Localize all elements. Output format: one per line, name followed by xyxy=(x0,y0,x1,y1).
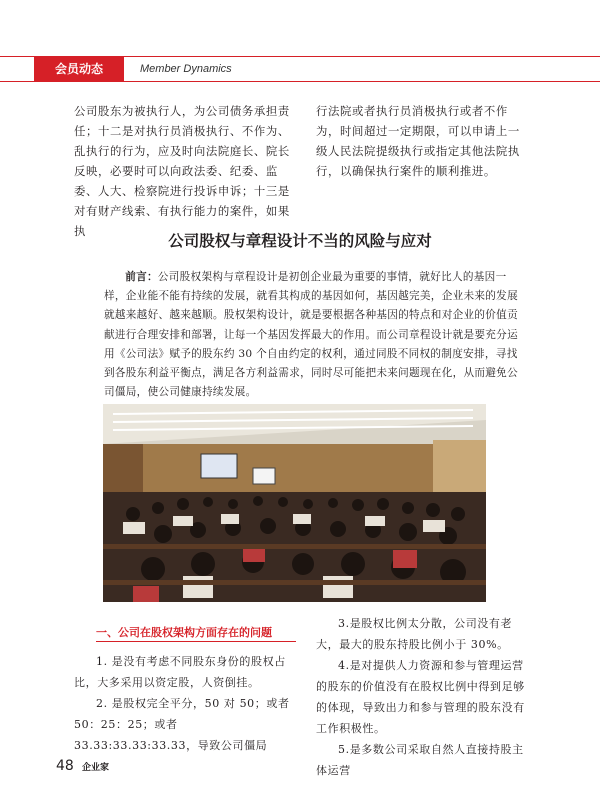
page-number: 48 xyxy=(56,758,74,774)
magazine-name: 企业家 xyxy=(81,763,109,773)
top-left-column xyxy=(74,101,296,241)
preface-text-block xyxy=(104,268,524,402)
seminar-photo-illustration xyxy=(103,404,486,602)
list-item: 2. 是股权完全平分，50 对 50；或者 50：25：25；或者 33.33:33.33:33.33，导致公司僵局 xyxy=(74,697,290,752)
section-header-bar xyxy=(0,56,600,82)
page-footer xyxy=(56,758,109,774)
section-tag: 会员动态 xyxy=(34,57,124,81)
preface-label: 前言： xyxy=(125,271,158,283)
top-right-column xyxy=(316,101,528,181)
preface-body: 公司股权架构与章程设计是初创企业最为重要的事情，就好比人的基因一样，企业能不能有持续的发展，就看其构成的基因如何，基因越完美，企业未来的发展就越来越好、越来越顺。股权架构设计，就是要根据各种基因的特点和对企业的价值贡献进行合理安排和部署，让每一个基因发挥最大的作用。而公司章程设计就是要充分运用《公司法》赋予的股东约 30 个自由约定的权利，通过同股不同权的制度安排，寻找到各股东利益平衡点，满足各方利益需求，同时尽可能把未来问题现在化，从而避免公司僵局，使公司健康持续发展。 xyxy=(104,271,518,399)
bottom-left-column xyxy=(74,651,302,756)
bottom-right-column xyxy=(316,613,528,781)
list-item: 4.是对提供人力资源和参与管理运营的股东的价值没有在股权比例中得到足够的体现，导致出力和参与管理的股东没有工作积极性。 xyxy=(316,659,525,735)
seminar-photo xyxy=(103,404,486,602)
list-item: 5.是多数公司采取自然人直接持股主体运营 xyxy=(316,743,524,777)
article-preface xyxy=(104,268,524,402)
list-item: 3.是股权比例太分散，公司没有老大，最大的股东持股比例小于 30%。 xyxy=(316,617,513,651)
section-heading-underline xyxy=(96,641,296,642)
section-title-english: Member Dynamics xyxy=(140,63,232,75)
article-title: 公司股权与章程设计不当的风险与应对 xyxy=(168,232,432,250)
continued-text-right: 行法院或者执行员消极执行或者不作为，时间超过一定期限，可以申请上一级人民法院提级执行或指定其他法院执行，以确保执行案件的顺利推进。 xyxy=(316,104,520,178)
continued-text-left: 公司股东为被执行人，为公司债务承担责任；十二是对执行员消极执行、不作为、乱执行的行为，应及时向法院庭长、院长反映，必要时可以向政法委、纪委、监委、人大、检察院进行投诉申诉；十三是对有财产线索、有执行能力的案件，如果执 xyxy=(74,104,290,238)
section-heading-1: 一、公司在股权架构方面存在的问题 xyxy=(96,626,272,639)
list-item: 1. 是没有考虑不同股东身份的股权占比，大多采用以资定股，人资倒挂。 xyxy=(74,655,286,689)
